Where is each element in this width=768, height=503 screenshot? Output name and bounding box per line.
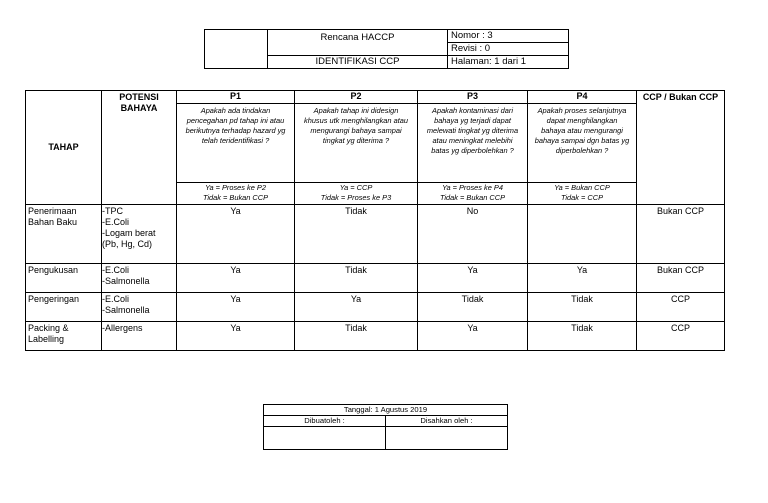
answer-p1: Ya [177, 322, 295, 351]
ccp-decision: Bukan CCP [637, 205, 725, 264]
question-p4: Apakah proses selanjutnya dapat menghilangkan bahaya atau mengurangi bahaya sampai dgn batas yg diperbolehkan ? [528, 104, 637, 183]
legend-p2: Ya = CCP Tidak = Proses ke P3 [295, 183, 418, 205]
hazard-list: -TPC -E.Coli -Logam berat (Pb, Hg, Cd) [102, 205, 177, 264]
answer-p1: Ya [177, 293, 295, 322]
prepared-by-signature-field [264, 427, 386, 450]
hazard-list: -Allergens [102, 322, 177, 351]
approved-by-signature-field [386, 427, 508, 450]
answer-p3: Ya [418, 322, 528, 351]
document-header-box [204, 29, 569, 69]
col-header-p2: P2 [295, 91, 418, 104]
answer-p2: Tidak [295, 322, 418, 351]
ccp-identification-table [25, 90, 725, 351]
answer-p1: Ya [177, 264, 295, 293]
legend-p3: Ya = Proses ke P4 Tidak = Bukan CCP [418, 183, 528, 205]
hazard-list: -E.Coli -Salmonella [102, 293, 177, 322]
date-label: Tanggal: 1 Agustus 2019 [264, 405, 508, 416]
answer-p3: Tidak [418, 293, 528, 322]
answer-p3: Ya [418, 264, 528, 293]
doc-revision: Revisi : 0 [448, 43, 569, 56]
question-p1: Apakah ada tindakan pencegahan pd tahap ini atau berikutnya terhadap hazard yg telah teridentifikasi ? [177, 104, 295, 183]
prepared-by-label: Dibuatoleh : [264, 416, 386, 427]
ccp-decision: Bukan CCP [637, 264, 725, 293]
step-name: Packing & Labelling [26, 322, 102, 351]
ccp-decision: CCP [637, 293, 725, 322]
approved-by-label: Disahkan oleh : [386, 416, 508, 427]
table-row [26, 205, 725, 264]
step-name: Pengukusan [26, 264, 102, 293]
answer-p2: Tidak [295, 264, 418, 293]
doc-page: Halaman: 1 dari 1 [448, 56, 569, 69]
legend-p4: Ya = Bukan CCP Tidak = CCP [528, 183, 637, 205]
answer-p4: Ya [528, 264, 637, 293]
answer-p2: Tidak [295, 205, 418, 264]
legend-p1: Ya = Proses ke P2 Tidak = Bukan CCP [177, 183, 295, 205]
answer-p4: Tidak [528, 322, 637, 351]
col-header-tahap: TAHAP [26, 91, 102, 205]
answer-p4: Tidak [528, 293, 637, 322]
answer-p2: Ya [295, 293, 418, 322]
col-header-p1: P1 [177, 91, 295, 104]
answer-p4 [528, 205, 637, 264]
step-name: Penerimaan Bahan Baku [26, 205, 102, 264]
question-p2: Apakah tahap ini didesign khusus utk menghilangkan atau mengurangi bahaya sampai tingkat yg diterima ? [295, 104, 418, 183]
plan-title: Rencana HACCP [268, 30, 448, 56]
ccp-decision: CCP [637, 322, 725, 351]
col-header-p3: P3 [418, 91, 528, 104]
signature-box [263, 404, 508, 450]
question-p3: Apakah kontaminasi dari bahaya yg terjadi dapat melewati tingkat yg diterima atau meningkat melebihi batas yg diperbolehkan ? [418, 104, 528, 183]
doc-number: Nomor : 3 [448, 30, 569, 43]
col-header-ccp: CCP / Bukan CCP [637, 91, 725, 205]
logo-placeholder-cell [205, 30, 268, 69]
hazard-list: -E.Coli -Salmonella [102, 264, 177, 293]
answer-p3: No [418, 205, 528, 264]
step-name: Pengeringan [26, 293, 102, 322]
table-row [26, 264, 725, 293]
col-header-potensi-bahaya: POTENSI BAHAYA [102, 91, 177, 205]
table-row [26, 293, 725, 322]
table-row [26, 322, 725, 351]
doc-subtitle: IDENTIFIKASI CCP [268, 56, 448, 69]
col-header-p4: P4 [528, 91, 637, 104]
answer-p1: Ya [177, 205, 295, 264]
